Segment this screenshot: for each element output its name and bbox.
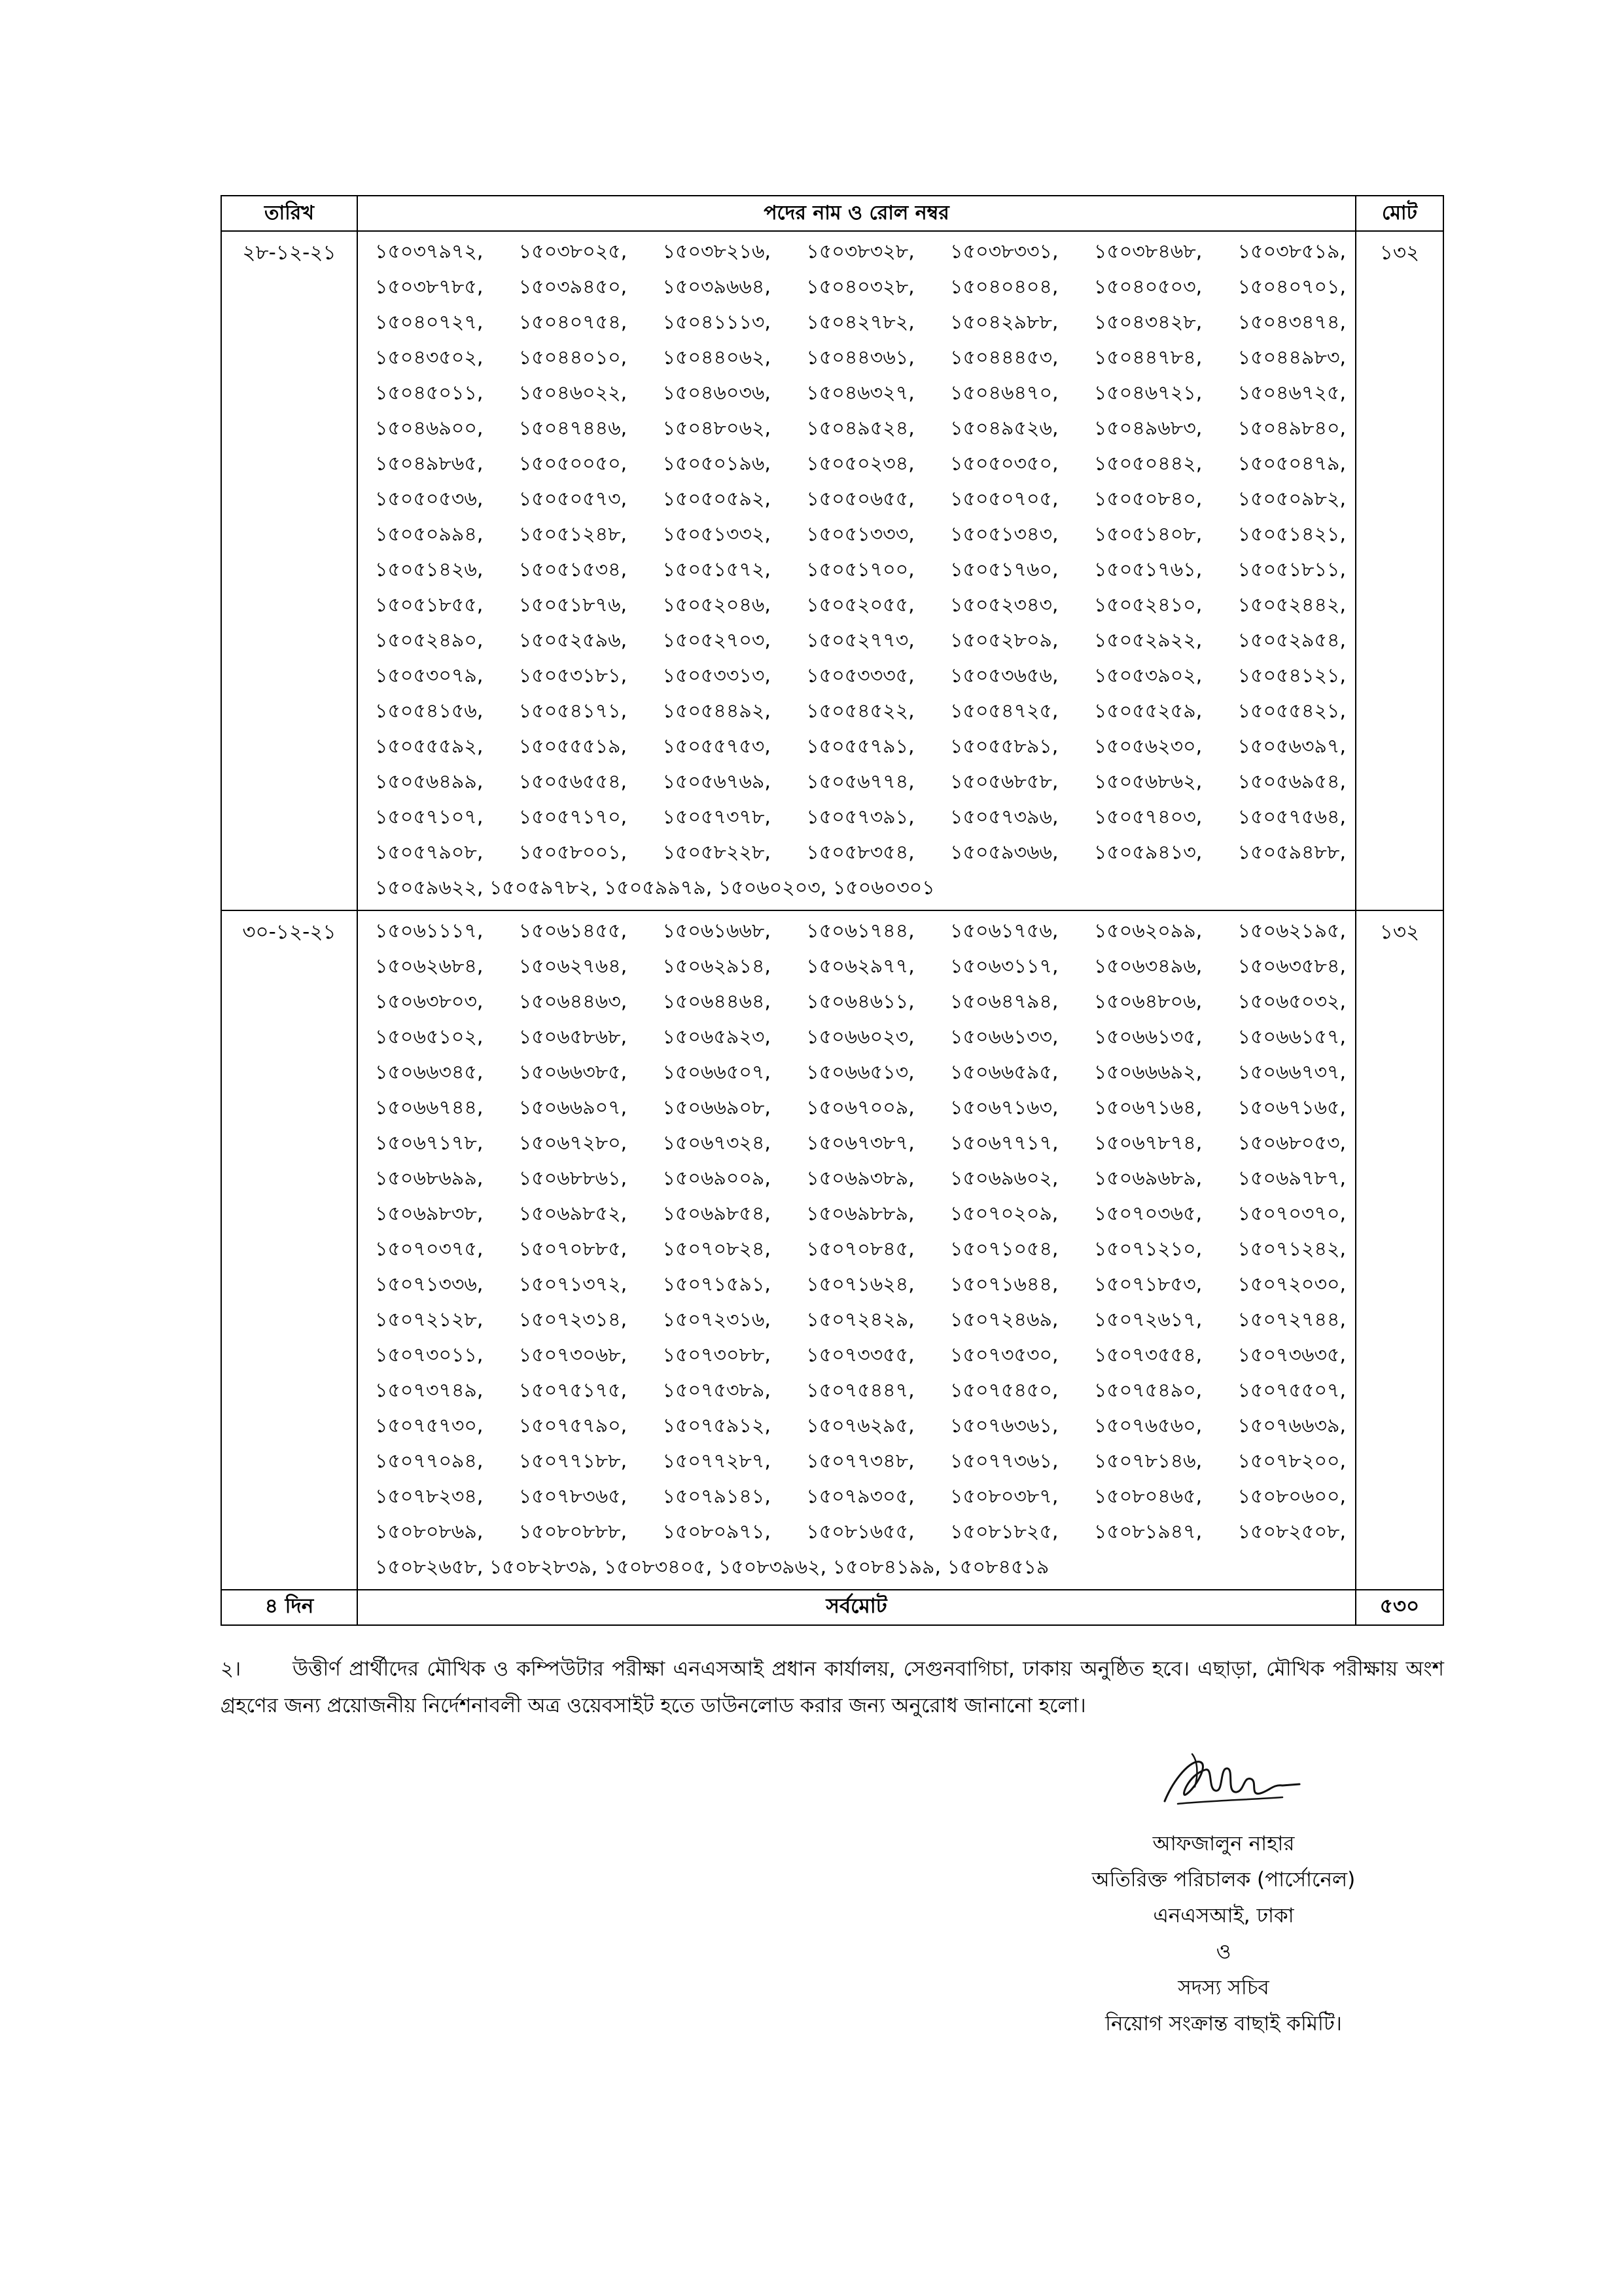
- roll-number-line: ১৫০৬৯৮৩৮, ১৫০৬৯৮৫২, ১৫০৬৯৮৫৪, ১৫০৬৯৮৮৯, ১৫০৭০২০৯, ১৫০৭০৩৬৫, ১৫০৭০৩৭০,: [375, 1202, 1346, 1225]
- row-roll-numbers: [357, 910, 1356, 1590]
- roll-number-line: ১৫০৩৮৭৮৫, ১৫০৩৯৪৫০, ১৫০৩৯৬৬৪, ১৫০৪০৩২৮, ১৫০৪০৪০৪, ১৫০৪০৫০৩, ১৫০৪০৭০১,: [375, 276, 1346, 298]
- roll-number-line: ১৫০৫৩০৭৯, ১৫০৫৩১৮১, ১৫০৫৩৩১৩, ১৫০৫৩৩৩৫, ১৫০৫৩৬৫৬, ১৫০৫৩৯০২, ১৫০৫৪১২১,: [375, 664, 1346, 687]
- signatory-designation: অতিরিক্ত পরিচালক (পার্সোনেল): [1091, 1868, 1356, 1892]
- roll-number-line: ১৫০৭৮২৩৪, ১৫০৭৮৩৬৫, ১৫০৭৯১৪১, ১৫০৭৯৩০৫, ১৫০৮০৩৮৭, ১৫০৮০৪৬৫, ১৫০৮০৬০০,: [375, 1485, 1346, 1508]
- roll-number-line: ১৫০৫২৪৯০, ১৫০৫২৫৯৬, ১৫০৫২৭০৩, ১৫০৫২৭৭৩, ১৫০৫২৮০৯, ১৫০৫২৯২২, ১৫০৫২৯৫৪,: [375, 629, 1346, 652]
- header-date: তারিখ: [221, 196, 357, 231]
- roll-number-line: ১৫০৫৬৪৯৯, ১৫০৫৬৫৫৪, ১৫০৫৬৭৬৯, ১৫০৫৬৭৭৪, ১৫০৫৬৮৫৮, ১৫০৫৬৮৬২, ১৫০৫৬৯৫৪,: [375, 770, 1346, 793]
- roll-number-line: ১৫০৭১৩৩৬, ১৫০৭১৩৭২, ১৫০৭১৫৯১, ১৫০৭১৬২৪, ১৫০৭১৬৪৪, ১৫০৭১৮৫৩, ১৫০৭২০৩০,: [375, 1273, 1346, 1296]
- roll-number-line: ১৫০৫০৯৯৪, ১৫০৫১২৪৮, ১৫০৫১৩৩২, ১৫০৫১৩৩৩, ১৫০৫১৩৪৩, ১৫০৫১৪০৮, ১৫০৫১৪২১,: [375, 523, 1346, 546]
- notice-paragraph: [221, 1651, 1444, 1724]
- table-header-row: [221, 196, 1443, 231]
- signatory-office: এনএসআই, ঢাকা: [1153, 1904, 1294, 1928]
- roll-number-line: ১৫০৮২৬৫৮, ১৫০৮২৮৩৯, ১৫০৮৩৪০৫, ১৫০৮৩৯৬২, ১৫০৮৪১৯৯, ১৫০৮৪৫১৯: [375, 1556, 1050, 1579]
- roll-number-line: ১৫০৪৯৮৬৫, ১৫০৫০০৫০, ১৫০৫০১৯৬, ১৫০৫০২৩৪, ১৫০৫০৩৫০, ১৫০৫০৪৪২, ১৫০৫০৪৭৯,: [375, 452, 1346, 475]
- signatory-role: সদস্য সচিব: [1178, 1976, 1269, 2000]
- signature-image: [1152, 1741, 1302, 1820]
- roll-number-line: ১৫০৪০৭২৭, ১৫০৪০৭৫৪, ১৫০৪১১১৩, ১৫০৪২৭৮২, ১৫০৪২৯৮৮, ১৫০৪৩৪২৮, ১৫০৪৩৪৭৪,: [375, 311, 1346, 334]
- roll-number-line: ১৫০৬৬৭৪৪, ১৫০৬৬৯০৭, ১৫০৬৬৯০৮, ১৫০৬৭০০৯, ১৫০৬৭১৬৩, ১৫০৬৭১৬৪, ১৫০৬৭১৬৫,: [375, 1096, 1346, 1119]
- roll-number-line: ১৫০৫৫৫৯২, ১৫০৫৫৫১৯, ১৫০৫৫৭৫৩, ১৫০৫৫৭৯১, ১৫০৫৫৮৯১, ১৫০৫৬২৩০, ১৫০৫৬৩৯৭,: [375, 735, 1346, 758]
- row-roll-numbers: [357, 231, 1356, 910]
- row-date: ৩০-১২-২১: [221, 910, 357, 1590]
- roll-number-line: ১৫০৫১৪২৬, ১৫০৫১৫৩৪, ১৫০৫১৫৭২, ১৫০৫১৭০০, ১৫০৫১৭৬০, ১৫০৫১৭৬১, ১৫০৫১৮১১,: [375, 558, 1346, 581]
- summary-days: ৪ দিন: [221, 1590, 357, 1625]
- roll-number-line: ১৫০৫৭৯০৮, ১৫০৫৮০০১, ১৫০৫৮২২৮, ১৫০৫৮৩৫৪, ১৫০৫৯৩৬৬, ১৫০৫৯৪১৩, ১৫০৫৯৪৮৮,: [375, 841, 1346, 864]
- roll-number-line: ১৫০৮০৮৬৯, ১৫০৮০৮৮৮, ১৫০৮০৯৭১, ১৫০৮১৬৫৫, ১৫০৮১৮২৫, ১৫০৮১৯৪৭, ১৫০৮২৫০৮,: [375, 1520, 1346, 1543]
- roll-number-line: ১৫০৫৯৬২২, ১৫০৫৯৭৮২, ১৫০৫৯৯৭৯, ১৫০৬০২০৩, ১৫০৬০৩০১: [375, 876, 935, 899]
- roll-number-line: ১৫০৪৩৫০২, ১৫০৪৪০১০, ১৫০৪৪০৬২, ১৫০৪৪৩৬১, ১৫০৪৪৪৫৩, ১৫০৪৪৭৮৪, ১৫০৪৪৯৮৩,: [375, 346, 1346, 369]
- paragraph-number: ২।: [221, 1657, 241, 1681]
- roll-number-line: ১৫০৬১১১৭, ১৫০৬১৪৫৫, ১৫০৬১৬৬৮, ১৫০৬১৭৪৪, ১৫০৬১৭৫৬, ১৫০৬২০৯৯, ১৫০৬২১৯৫,: [375, 920, 1346, 942]
- table-row: [221, 231, 1443, 910]
- row-total: ১৩২: [1356, 231, 1443, 910]
- roll-number-line: ১৫০৬৬৩৪৫, ১৫০৬৬৩৮৫, ১৫০৬৬৫০৭, ১৫০৬৬৫১৩, ১৫০৬৬৫৯৫, ১৫০৬৬৬৯২, ১৫০৬৬৭৩৭,: [375, 1061, 1346, 1084]
- summary-label: সর্বমোট: [357, 1590, 1356, 1625]
- table-row: [221, 910, 1443, 1590]
- roll-number-line: ১৫০৫১৮৫৫, ১৫০৫১৮৭৬, ১৫০৫২০৪৬, ১৫০৫২০৫৫, ১৫০৫২৩৪৩, ১৫০৫২৪১০, ১৫০৫২৪৪২,: [375, 594, 1346, 617]
- header-post-roll: পদের নাম ও রোল নম্বর: [357, 196, 1356, 231]
- summary-total: ৫৩০: [1356, 1590, 1443, 1625]
- roll-number-line: ১৫০৬২৬৮৪, ১৫০৬২৭৬৪, ১৫০৬২৯১৪, ১৫০৬২৯৭৭, ১৫০৬৩১১৭, ১৫০৬৩৪৯৬, ১৫০৬৩৫৮৪,: [375, 955, 1346, 978]
- row-total: ১৩২: [1356, 910, 1443, 1590]
- roll-number-table: [221, 195, 1444, 1626]
- row-date: ২৮-১২-২১: [221, 231, 357, 910]
- roll-number-line: ১৫০৫৭১০৭, ১৫০৫৭১৭০, ১৫০৫৭৩৭৮, ১৫০৫৭৩৯১, ১৫০৫৭৩৯৬, ১৫০৫৭৪০৩, ১৫০৫৭৫৬৪,: [375, 806, 1346, 829]
- roll-number-line: ১৫০৭৩০১১, ১৫০৭৩০৬৮, ১৫০৭৩০৮৮, ১৫০৭৩৩৫৫, ১৫০৭৩৫৩০, ১৫০৭৩৫৫৪, ১৫০৭৩৬৩৫,: [375, 1344, 1346, 1367]
- roll-number-line: ১৫০৫৪১৫৬, ১৫০৫৪১৭১, ১৫০৫৪৪৯২, ১৫০৫৪৫২২, ১৫০৫৪৭২৫, ১৫০৫৫২৫৯, ১৫০৫৫৪২১,: [375, 700, 1346, 723]
- roll-number-line: ১৫০৬৭১৭৮, ১৫০৬৭২৮০, ১৫০৬৭৩২৪, ১৫০৬৭৩৮৭, ১৫০৬৭৭১৭, ১৫০৬৭৮৭৪, ১৫০৬৮০৫৩,: [375, 1132, 1346, 1155]
- roll-number-line: ১৫০৪৫০১১, ১৫০৪৬০২২, ১৫০৪৬০৩৬, ১৫০৪৬৩২৭, ১৫০৪৬৪৭০, ১৫০৪৬৭২১, ১৫০৪৬৭২৫,: [375, 382, 1346, 404]
- roll-number-line: ১৫০৬৮৬৯৯, ১৫০৬৮৮৬১, ১৫০৬৯০০৯, ১৫০৬৯৩৮৯, ১৫০৬৯৬০২, ১৫০৬৯৬৮৯, ১৫০৬৯৭৮৭,: [375, 1167, 1346, 1190]
- roll-number-line: ১৫০৭২১২৮, ১৫০৭২৩১৪, ১৫০৭২৩১৬, ১৫০৭২৪২৯, ১৫০৭২৪৬৯, ১৫০৭২৬১৭, ১৫০৭২৭৪৪,: [375, 1308, 1346, 1331]
- signatory-conjunction: ও: [1216, 1940, 1231, 1964]
- signatory-committee: নিয়োগ সংক্রান্ত বাছাই কমিটি।: [1105, 2012, 1342, 2036]
- roll-number-line: ১৫০৩৭৯৭২, ১৫০৩৮০২৫, ১৫০৩৮২১৬, ১৫০৩৮৩২৮, ১৫০৩৮৩৩১, ১৫০৩৮৪৬৮, ১৫০৩৮৫১৯,: [375, 240, 1346, 263]
- roll-number-line: ১৫০৭৫৭৩০, ১৫০৭৫৭৯০, ১৫০৭৫৯১২, ১৫০৭৬২৯৫, ১৫০৭৬৩৬১, ১৫০৭৬৫৬০, ১৫০৭৬৬৩৯,: [375, 1414, 1346, 1437]
- roll-number-line: ১৫০৬৫১০২, ১৫০৬৫৮৬৮, ১৫০৬৫৯২৩, ১৫০৬৬০২৩, ১৫০৬৬১৩৩, ১৫০৬৬১৩৫, ১৫০৬৬১৫৭,: [375, 1026, 1346, 1049]
- roll-number-line: ১৫০৫০৫৩৬, ১৫০৫০৫৭৩, ১৫০৫০৫৯২, ১৫০৫০৬৫৫, ১৫০৫০৭০৫, ১৫০৫০৮৪০, ১৫০৫০৯৮২,: [375, 488, 1346, 511]
- roll-number-line: ১৫০৭০৩৭৫, ১৫০৭০৮৮৫, ১৫০৭০৮২৪, ১৫০৭০৮৪৫, ১৫০৭১০৫৪, ১৫০৭১২১০, ১৫০৭১২৪২,: [375, 1238, 1346, 1261]
- roll-number-line: ১৫০৭৩৭৪৯, ১৫০৭৫১৭৫, ১৫০৭৫৩৮৯, ১৫০৭৫৪৪৭, ১৫০৭৫৪৫০, ১৫০৭৫৪৯০, ১৫০৭৫৫০৭,: [375, 1379, 1346, 1402]
- summary-row: [221, 1590, 1443, 1625]
- roll-number-line: ১৫০৬৩৮০৩, ১৫০৬৪৪৬৩, ১৫০৬৪৪৬৪, ১৫০৬৪৬১১, ১৫০৬৪৭৯৪, ১৫০৬৪৮০৬, ১৫০৬৫০৩২,: [375, 990, 1346, 1013]
- signatory-block: [1021, 1826, 1426, 2042]
- paragraph-text: উত্তীর্ণ প্রার্থীদের মৌখিক ও কম্পিউটার পরীক্ষা এনএসআই প্রধান কার্যালয়, সেগুনবাগিচা, ঢাকায় অনুষ্ঠিত হবে। এছাড়া, মৌখিক পরীক্ষায় অংশ গ্রহণের জন্য প্রয়োজনীয় নির্দেশনাবলী অত্র ওয়েবসাইট হতে ডাউনলোড করার জন্য অনুরোধ জানানো হলো।: [221, 1657, 1444, 1717]
- signatory-name: আফজালুন নাহার: [1152, 1832, 1295, 1856]
- header-total: মোট: [1356, 196, 1443, 231]
- roll-number-line: ১৫০৪৬৯০০, ১৫০৪৭৪৪৬, ১৫০৪৮০৬২, ১৫০৪৯৫২৪, ১৫০৪৯৫২৬, ১৫০৪৯৬৮৩, ১৫০৪৯৮৪০,: [375, 417, 1346, 440]
- roll-number-line: ১৫০৭৭০৯৪, ১৫০৭৭১৮৮, ১৫০৭৭২৮৭, ১৫০৭৭৩৪৮, ১৫০৭৭৩৬১, ১৫০৭৮১৪৬, ১৫০৭৮২০০,: [375, 1450, 1346, 1473]
